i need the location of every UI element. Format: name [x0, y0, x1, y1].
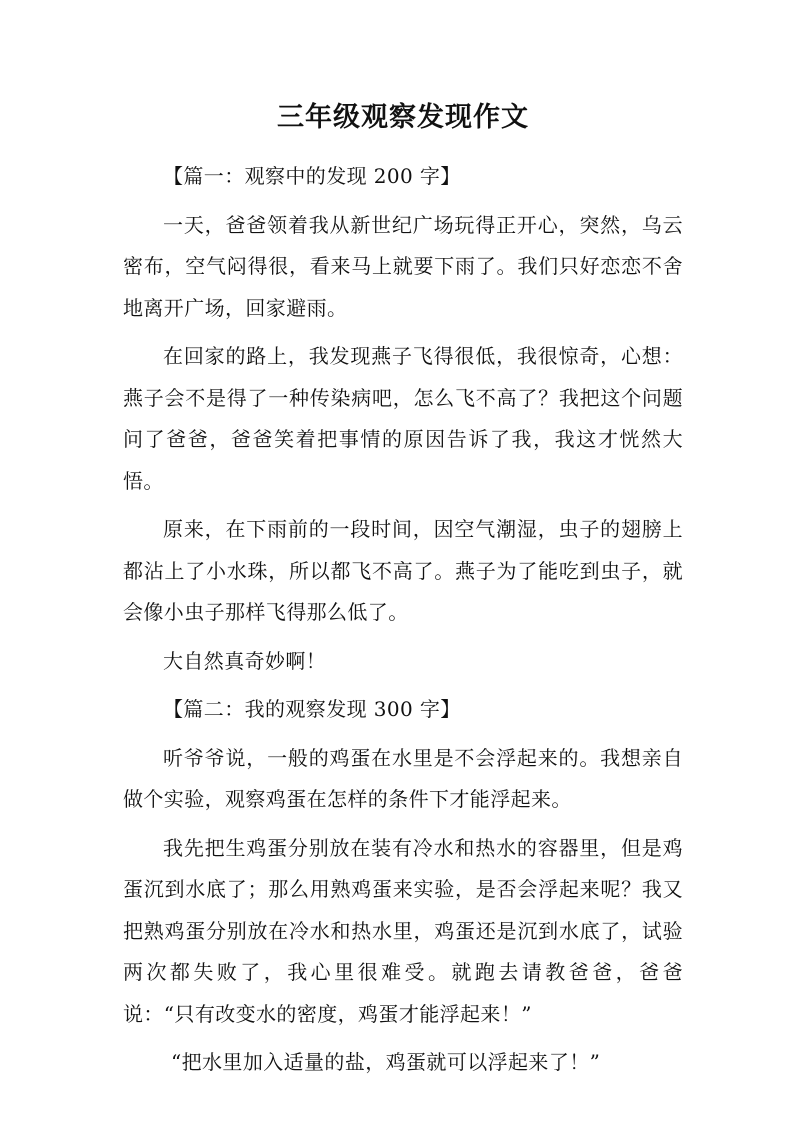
document-page [123, 0, 683, 1131]
section-heading-1: 【篇一：观察中的发现 200 字】 [163, 164, 461, 188]
paragraph-quote: “把水里加入适量的盐，鸡蛋就可以浮起来了！” [171, 1050, 601, 1074]
paragraph: 大自然真奇妙啊！ [163, 648, 327, 673]
paragraph: 在回家的路上，我发现燕子飞得很低，我很惊奇，心想：燕子会不是得了一种传染病吧，怎么飞不高了？我把这个问题问了爸爸，爸爸笑着把事情的原因告诉了我，我这才恍然大悟。 [123, 344, 683, 493]
section-heading-2: 【篇二：我的观察发现 300 字】 [163, 697, 461, 721]
paragraph: 听爷爷说，一般的鸡蛋在水里是不会浮起来的。我想亲自做个实验，观察鸡蛋在怎样的条件下才能浮起来。 [123, 745, 683, 811]
paragraph: 一天，爸爸领着我从新世纪广场玩得正开心，突然，乌云密布，空气闷得很，看来马上就要下雨了。我们只好恋恋不舍地离开广场，回家避雨。 [123, 212, 683, 320]
document-body [123, 156, 683, 1091]
paragraph: 我先把生鸡蛋分别放在装有冷水和热水的容器里，但是鸡蛋沉到水底了；那么用熟鸡蛋来实验，是否会浮起来呢？我又把熟鸡蛋分别放在冷水和热水里，鸡蛋还是沉到水底了，试验两次都失败了，我心里很难受。就跑去请教爸爸，爸爸说：“只有改变水的密度，鸡蛋才能浮起来！” [123, 835, 683, 1026]
document-title: 三年级观察发现作文 [277, 102, 529, 133]
paragraph: 原来，在下雨前的一段时间，因空气潮湿，虫子的翅膀上都沾上了小水珠，所以都飞不高了。燕子为了能吃到虫子，就会像小虫子那样飞得那么低了。 [123, 517, 683, 624]
